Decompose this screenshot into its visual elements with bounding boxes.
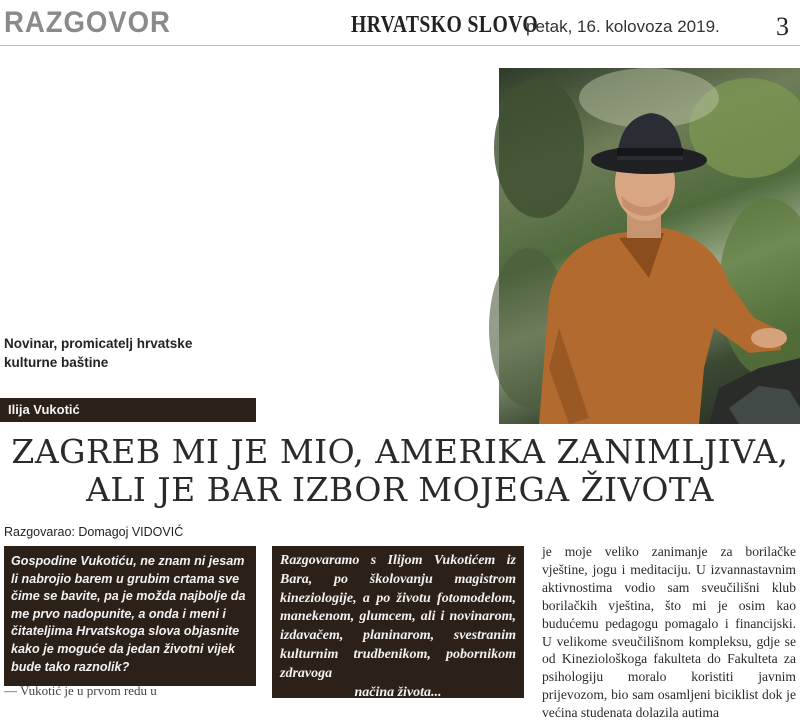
headline-line-1: ZAGREB MI JE MIO, AMERIKA ZANIMLJIVA, xyxy=(11,432,789,471)
intro-box xyxy=(272,546,524,698)
byline: Razgovarao: Domagoj VIDOVIĆ xyxy=(4,525,184,539)
header-divider xyxy=(0,45,800,46)
interviewee-name: Ilija Vukotić xyxy=(8,402,80,417)
section-label: RAZGOVOR xyxy=(4,6,171,39)
page-header xyxy=(0,0,800,52)
column-text-fragment: — Vukotić je u prvom redu u xyxy=(4,683,157,698)
answer-column xyxy=(542,543,796,721)
column-text-cutoff xyxy=(4,683,256,698)
page-number: 3 xyxy=(776,12,789,41)
newspaper-title: HRVATSKO SLOVO xyxy=(351,12,539,38)
intro-last-line: načina života... xyxy=(354,684,442,700)
interview-question: Gospodine Vukotiću, ne znam ni jesam li nabrojio barem u grubim crtama sve čime se bavite, pa je možda najbolje da me prvo nadopunite, a onda i meni i čitateljima Hrvatskoga slova objasnite kako je moguće da jedan životni vijek bude tako raznolik? xyxy=(11,554,246,674)
question-box xyxy=(4,546,256,686)
headline-line-2: ALI JE BAR IZBOR MOJEGA ŽIVOTA xyxy=(86,470,714,509)
article-headline xyxy=(0,433,800,509)
issue-date: petak, 16. kolovoza 2019. xyxy=(526,17,720,36)
answer-text: je moje veliko zanimanje za borilačke vještine, jogu i meditaciju. U izvannastavnim aktivnostima vodio sam sveučilišni klub borilačkih vještina, što mi je osim kao budućemu pedagogu pomagalo i financijski. U velikome sveučilišnom kompleksu, gdje se od Kineziološkoga fakulteta do Fakulteta za psihologiju moralo koristiti javnim prijevozom, bio sam osamljeni biciklist dok je većina studenata dolazila autima xyxy=(542,544,796,721)
portrait-photo xyxy=(499,68,800,424)
profile-subtitle: Novinar, promicatelj hrvatske kulturne baštine xyxy=(4,336,193,370)
name-banner xyxy=(0,398,256,422)
portrait-illustration xyxy=(499,68,800,424)
intro-text xyxy=(280,552,516,702)
intro-main: Razgovaramo s Ilijom Vukotićem iz Bara, po školovanju magistrom kineziologije, a po životu fotomodelom, manekenom, glumcem, ali i novinarom, izdavačem, planinarom, svestranim kulturnim trudbenikom, pobornikom zdravoga xyxy=(280,553,516,681)
